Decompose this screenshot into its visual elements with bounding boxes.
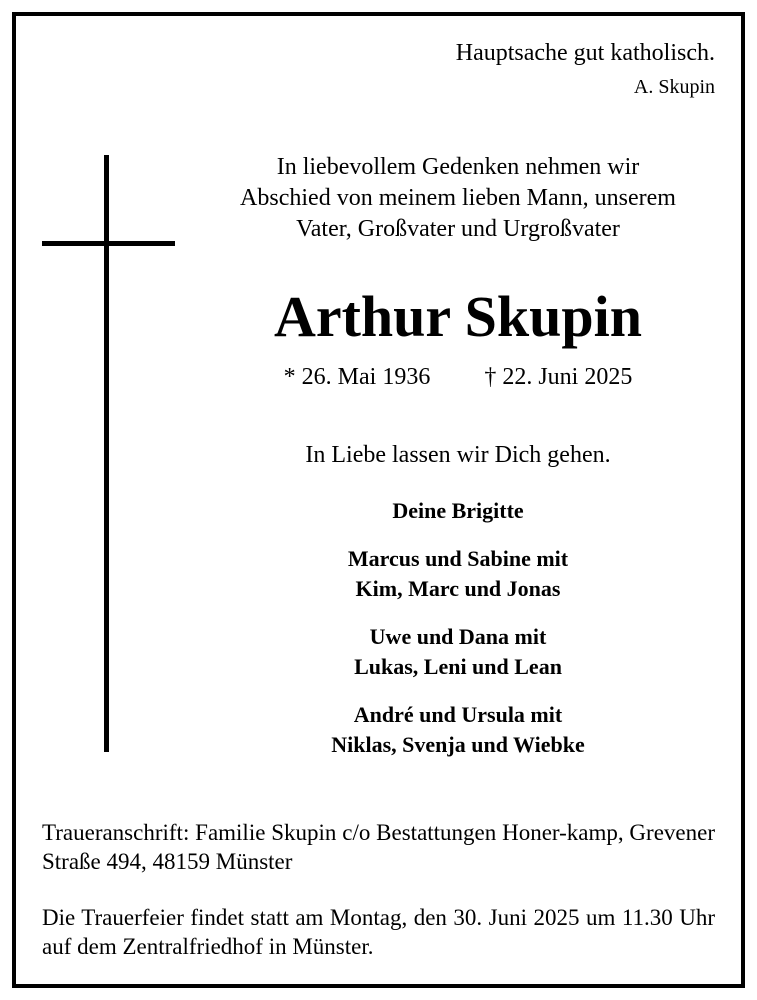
mourner-line: Lukas, Leni und Lean (354, 654, 562, 679)
mourner-group (200, 544, 716, 604)
cross-icon-crossbar (42, 241, 175, 246)
intro-line: In liebevollem Gedenken nehmen wir (276, 154, 640, 180)
farewell-text: In Liebe lassen wir Dich gehen. (305, 442, 611, 468)
mourner-line: Uwe und Dana mit (369, 624, 547, 649)
motto-text: Hauptsache gut katholisch. (455, 40, 715, 66)
mourner-group (200, 496, 716, 526)
mourner-line: Marcus und Sabine mit (347, 546, 569, 571)
death-date: † 22. Juni 2025 (484, 364, 633, 390)
intro-line: Abschied von meinem lieben Mann, unserem (240, 185, 676, 211)
intro-text (200, 152, 716, 245)
mourning-address: Traueranschrift: Familie Skupin c/o Bestattungen Honer-kamp, Grevener Straße 494, 48159 Münster (42, 820, 715, 874)
mourners-list (200, 496, 716, 778)
deceased-name: Arthur Skupin (273, 284, 643, 349)
mourner-line: Deine Brigitte (392, 498, 524, 523)
mourner-line: Niklas, Svenja und Wiebke (331, 732, 585, 757)
mourner-line: André und Ursula mit (353, 702, 563, 727)
mourner-group (200, 700, 716, 760)
motto-author: A. Skupin (633, 76, 715, 98)
birth-date: * 26. Mai 1936 (283, 364, 431, 390)
intro-line: Vater, Großvater und Urgroßvater (296, 216, 620, 242)
motto-block (456, 38, 715, 100)
life-dates (200, 362, 716, 392)
mourner-line: Kim, Marc und Jonas (355, 576, 561, 601)
mourner-group (200, 622, 716, 682)
funeral-service-info: Die Trauerfeier findet statt am Montag, den 30. Juni 2025 um 11.30 Uhr auf dem Zentralfriedhof in Münster. (42, 905, 715, 959)
